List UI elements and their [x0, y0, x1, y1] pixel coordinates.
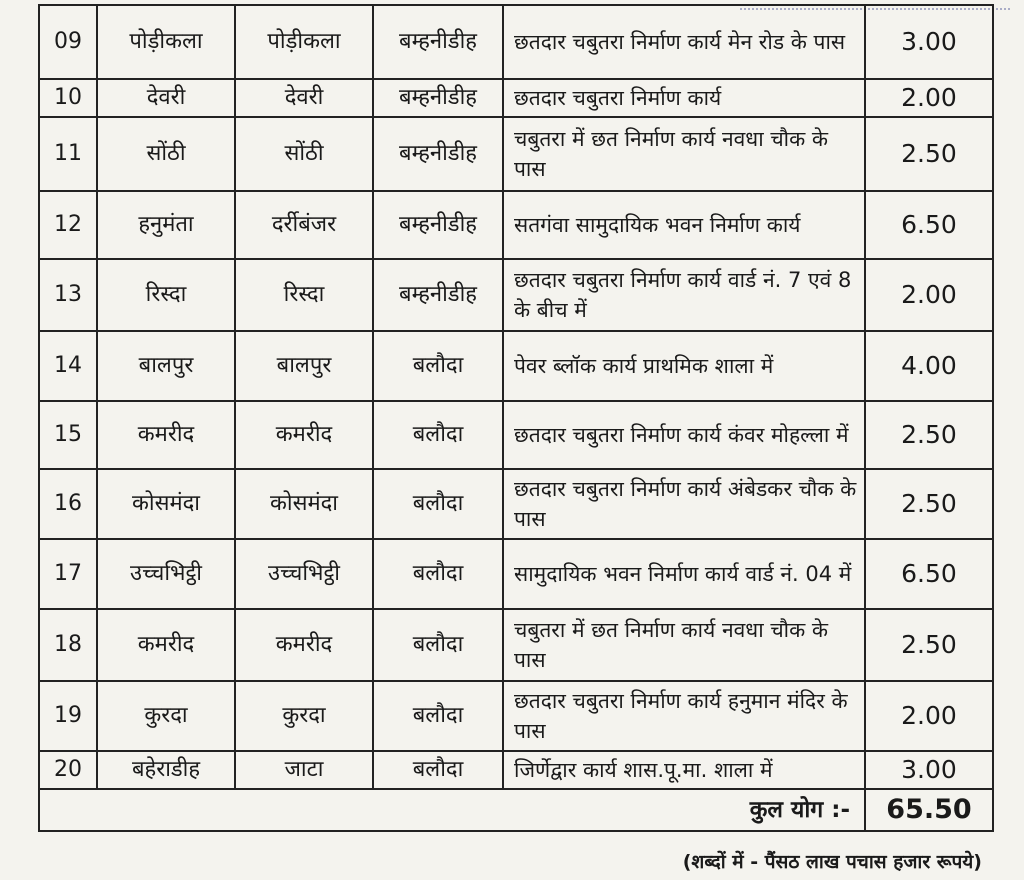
amount: 2.50 — [865, 401, 993, 469]
panchayat-name: रिस्दा — [235, 259, 373, 331]
block-name: बलौदा — [373, 609, 503, 681]
work-description: चबुतरा में छत निर्माण कार्य नवधा चौक के पास — [503, 117, 865, 191]
total-label: कुल योग :- — [39, 789, 865, 831]
block-name: बलौदा — [373, 539, 503, 609]
amount: 6.50 — [865, 191, 993, 259]
work-description: छतदार चबुतरा निर्माण कार्य हनुमान मंदिर के पास — [503, 681, 865, 751]
table-row — [39, 751, 993, 789]
amount: 3.00 — [865, 5, 993, 79]
village-name: उच्चभिट्ठी — [97, 539, 235, 609]
panchayat-name: पोड़ीकला — [235, 5, 373, 79]
work-description: जिर्णेद्वार कार्य शास.पू.मा. शाला में — [503, 751, 865, 789]
serial-number: 18 — [39, 609, 97, 681]
block-name: बम्हनीडीह — [373, 191, 503, 259]
work-description: छतदार चबुतरा निर्माण कार्य अंबेडकर चौक के पास — [503, 469, 865, 539]
table-row — [39, 117, 993, 191]
village-name: सोंठी — [97, 117, 235, 191]
serial-number: 09 — [39, 5, 97, 79]
total-row — [39, 789, 993, 831]
amount-in-words: (शब्दों में - पैंसठ लाख पचास हजार रूपये) — [682, 851, 982, 873]
village-name: बहेराडीह — [97, 751, 235, 789]
village-name: कुरदा — [97, 681, 235, 751]
amount: 2.50 — [865, 469, 993, 539]
block-name: बलौदा — [373, 751, 503, 789]
panchayat-name: सोंठी — [235, 117, 373, 191]
panchayat-name: कमरीद — [235, 609, 373, 681]
serial-number: 20 — [39, 751, 97, 789]
works-table — [38, 4, 994, 832]
block-name: बम्हनीडीह — [373, 79, 503, 117]
village-name: देवरी — [97, 79, 235, 117]
village-name: रिस्दा — [97, 259, 235, 331]
serial-number: 13 — [39, 259, 97, 331]
panchayat-name: दर्रीबंजर — [235, 191, 373, 259]
work-description: छतदार चबुतरा निर्माण कार्य कंवर मोहल्ला में — [503, 401, 865, 469]
village-name: बालपुर — [97, 331, 235, 401]
amount: 2.00 — [865, 259, 993, 331]
amount: 3.00 — [865, 751, 993, 789]
village-name: कमरीद — [97, 609, 235, 681]
work-description: सतगंवा सामुदायिक भवन निर्माण कार्य — [503, 191, 865, 259]
panchayat-name: उच्चभिट्ठी — [235, 539, 373, 609]
work-description: चबुतरा में छत निर्माण कार्य नवधा चौक के पास — [503, 609, 865, 681]
block-name: बम्हनीडीह — [373, 259, 503, 331]
amount: 2.50 — [865, 117, 993, 191]
block-name: बम्हनीडीह — [373, 117, 503, 191]
work-description: छतदार चबुतरा निर्माण कार्य मेन रोड के पास — [503, 5, 865, 79]
table-row — [39, 609, 993, 681]
serial-number: 12 — [39, 191, 97, 259]
serial-number: 15 — [39, 401, 97, 469]
panchayat-name: बालपुर — [235, 331, 373, 401]
amount: 2.00 — [865, 681, 993, 751]
village-name: हनुमंता — [97, 191, 235, 259]
table-row — [39, 79, 993, 117]
table-row — [39, 469, 993, 539]
table-row — [39, 331, 993, 401]
block-name: बलौदा — [373, 469, 503, 539]
table-row — [39, 681, 993, 751]
amount: 2.50 — [865, 609, 993, 681]
table-row — [39, 401, 993, 469]
work-description: सामुदायिक भवन निर्माण कार्य वार्ड नं. 04 में — [503, 539, 865, 609]
panchayat-name: देवरी — [235, 79, 373, 117]
amount: 6.50 — [865, 539, 993, 609]
panchayat-name: कुरदा — [235, 681, 373, 751]
works-table-body — [39, 5, 993, 831]
village-name: पोड़ीकला — [97, 5, 235, 79]
panchayat-name: कमरीद — [235, 401, 373, 469]
work-description: छतदार चबुतरा निर्माण कार्य — [503, 79, 865, 117]
amount: 2.00 — [865, 79, 993, 117]
serial-number: 10 — [39, 79, 97, 117]
village-name: कमरीद — [97, 401, 235, 469]
serial-number: 11 — [39, 117, 97, 191]
serial-number: 16 — [39, 469, 97, 539]
panchayat-name: कोसमंदा — [235, 469, 373, 539]
block-name: बलौदा — [373, 331, 503, 401]
total-amount: 65.50 — [865, 789, 993, 831]
table-row — [39, 539, 993, 609]
village-name: कोसमंदा — [97, 469, 235, 539]
amount: 4.00 — [865, 331, 993, 401]
block-name: बलौदा — [373, 681, 503, 751]
table-row — [39, 5, 993, 79]
block-name: बलौदा — [373, 401, 503, 469]
block-name: बम्हनीडीह — [373, 5, 503, 79]
serial-number: 17 — [39, 539, 97, 609]
work-description: छतदार चबुतरा निर्माण कार्य वार्ड नं. 7 एवं 8 के बीच में — [503, 259, 865, 331]
table-row — [39, 259, 993, 331]
work-description: पेवर ब्लॉक कार्य प्राथमिक शाला में — [503, 331, 865, 401]
serial-number: 14 — [39, 331, 97, 401]
table-row — [39, 191, 993, 259]
serial-number: 19 — [39, 681, 97, 751]
panchayat-name: जाटा — [235, 751, 373, 789]
